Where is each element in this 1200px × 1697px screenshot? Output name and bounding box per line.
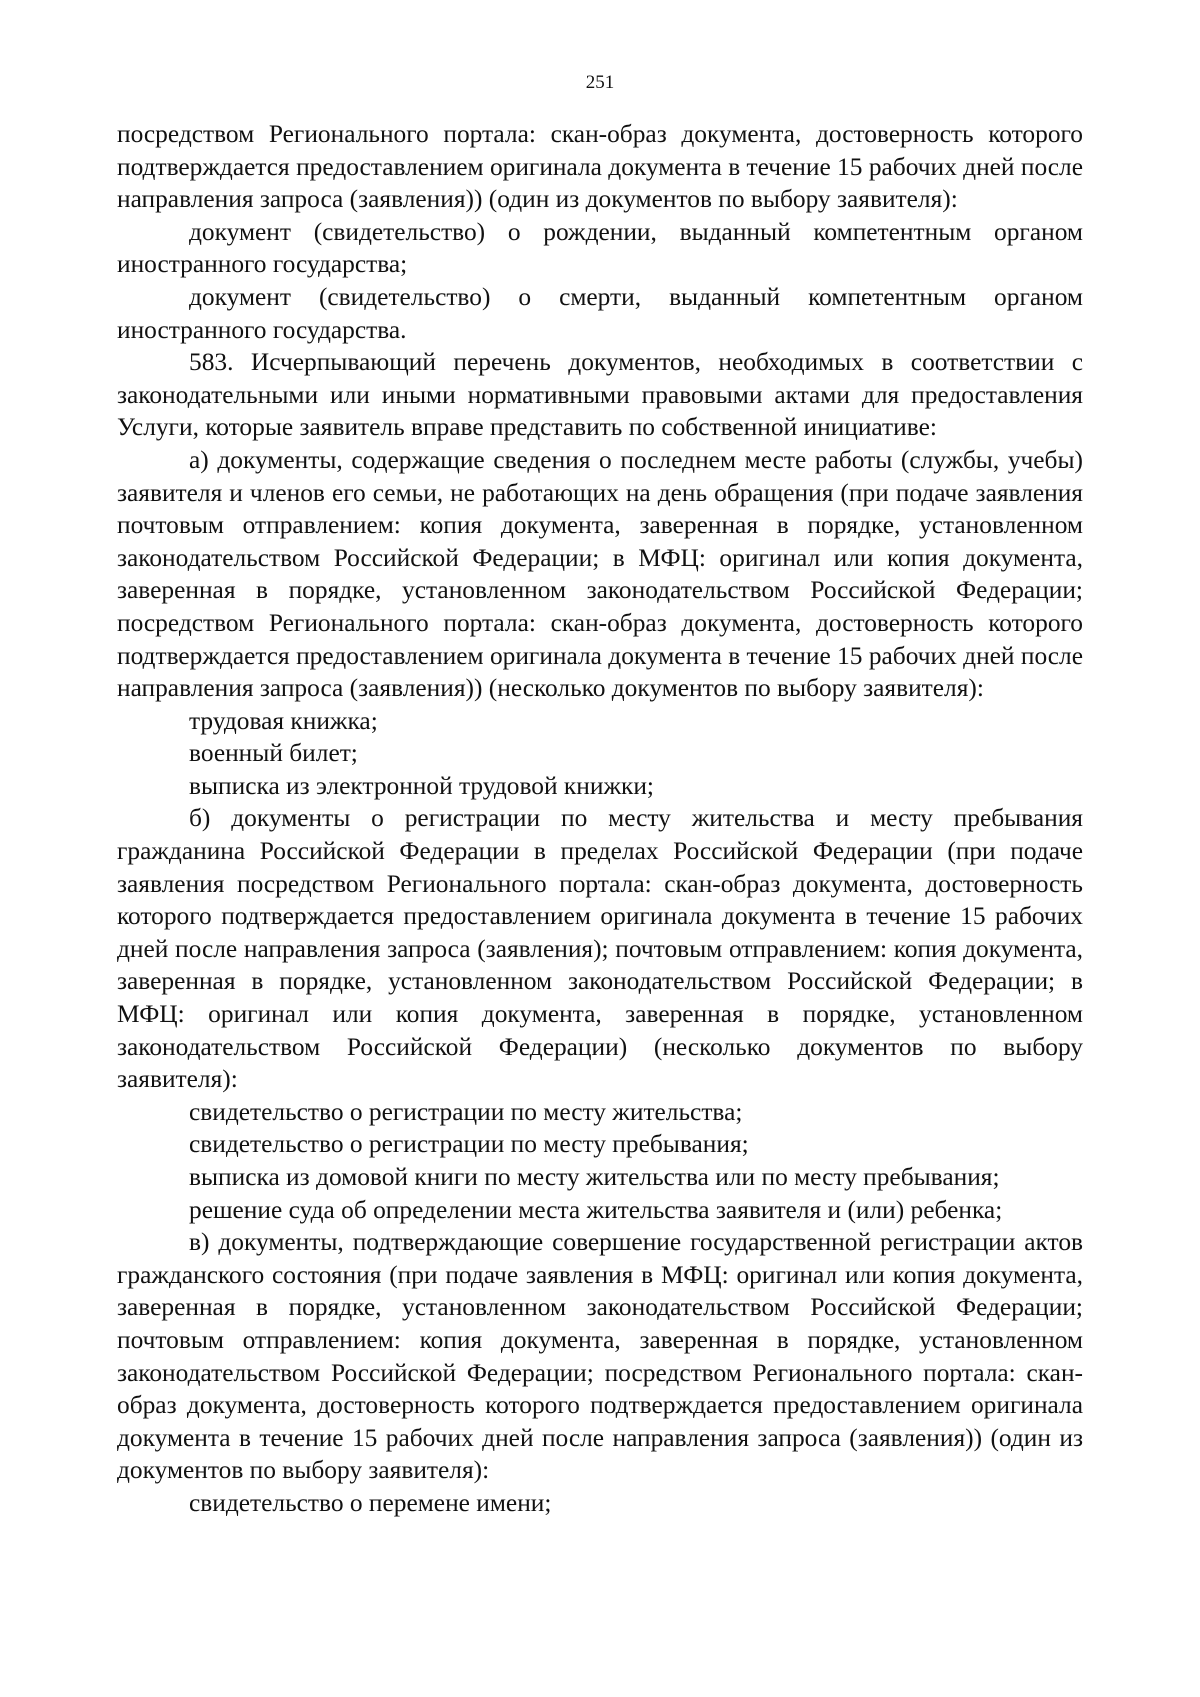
list-item-name-change-certificate: свидетельство о перемене имени;: [189, 1488, 552, 1517]
paragraph-583: 583. Исчерпывающий перечень документов, необходимых в соответствии с законодательными или иными нормативными правовыми актами для предоставления Услуги, которые заявитель вправе представить по собственной инициативе:: [117, 348, 1083, 442]
list-item-military-id: военный билет;: [189, 739, 358, 768]
list-item-work-book: трудовая книжка;: [189, 706, 378, 735]
list-item-electronic-work-book: выписка из электронной трудовой книжки;: [189, 771, 654, 800]
page-number: 251: [585, 72, 615, 93]
paragraph-continuation: посредством Регионального портала: скан-образ документа, достоверность которого подтверждается предоставлением оригинала документа в течение 15 рабочих дней после направления запроса (заявления)) (один из документов по выбору заявителя):: [117, 120, 1083, 214]
list-item-residence-registration: свидетельство о регистрации по месту жительства;: [189, 1097, 743, 1126]
document-body: [117, 118, 1083, 1520]
clause-a: а) документы, содержащие сведения о последнем месте работы (службы, учебы) заявителя и членов его семьи, не работающих на день обращения (при подаче заявления почтовым отправлением: копия документа, заверенная в порядке, установленном законодательством Российской Федерации; в МФЦ: оригинал или копия документа, заверенная в порядке, установленном законодательством Российской Федерации; посредством Регионального портала: скан-образ документа, достоверность которого подтверждается предоставлением оригинала документа в течение 15 рабочих дней после направления запроса (заявления)) (несколько документов по выбору заявителя):: [117, 445, 1083, 703]
clause-v: в) документы, подтверждающие совершение государственной регистрации актов гражданского состояния (при подаче заявления в МФЦ: оригинал или копия документа, заверенная в порядке, установленном законодательством Российской Федерации; почтовым отправлением: копия документа, заверенная в порядке, установленном законодательством Российской Федерации; посредством Регионального портала: скан-образ документа, достоверность которого подтверждается предоставлением оригинала документа в течение 15 рабочих дней после направления запроса (заявления)) (один из документов по выбору заявителя):: [117, 1228, 1083, 1485]
list-item-birth-certificate: документ (свидетельство) о рождении, выданный компетентным органом иностранного государства;: [117, 217, 1083, 279]
list-item-house-book-extract: выписка из домовой книги по месту жительства или по месту пребывания;: [189, 1163, 1000, 1191]
clause-b: б) документы о регистрации по месту жительства и месту пребывания гражданина Российской Федерации в пределах Российской Федерации (при подаче заявления посредством Регионального портала: скан-образ документа, достоверность которого подтверждается предоставлением оригинала документа в течение 15 рабочих дней после направления запроса (заявления); почтовым отправлением: копия документа, заверенная в порядке, установленном законодательством Российской Федерации; в МФЦ: оригинал или копия документа, заверенная в порядке, установленном законодательством Российской Федерации) (несколько документов по выбору заявителя):: [117, 804, 1083, 1094]
list-item-death-certificate: документ (свидетельство) о смерти, выданный компетентным органом иностранного государства.: [117, 282, 1083, 344]
list-item-court-decision: решение суда об определении места жительства заявителя и (или) ребенка;: [189, 1195, 1003, 1224]
list-item-stay-registration: свидетельство о регистрации по месту пребывания;: [189, 1130, 749, 1159]
